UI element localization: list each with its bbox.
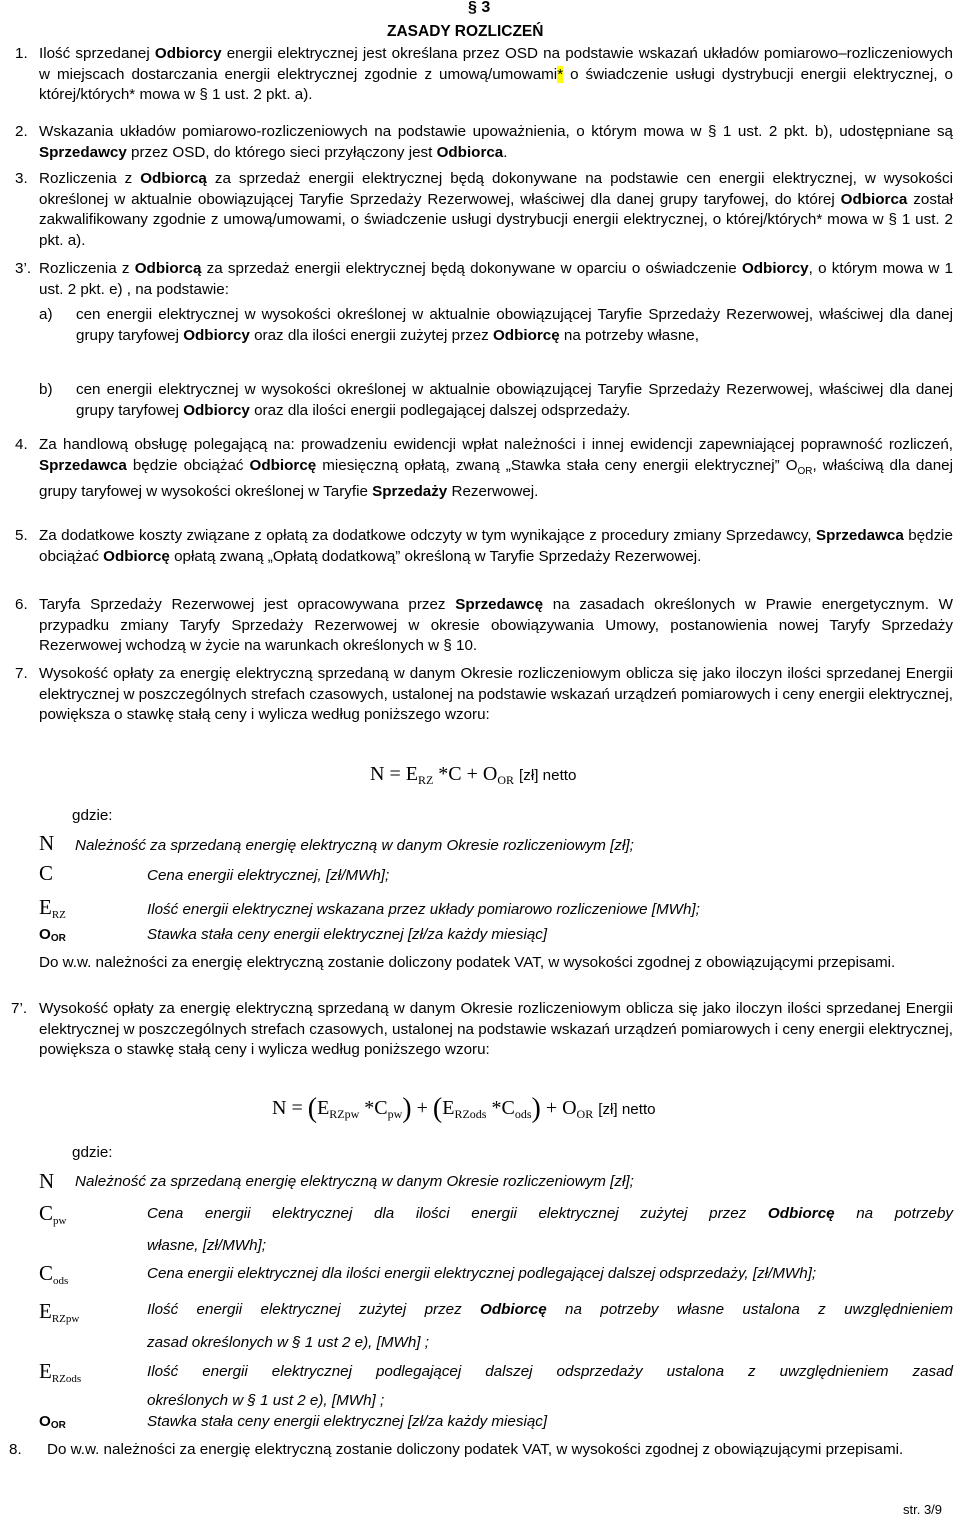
f2-e1-sub: RZpw [329, 1107, 360, 1121]
def2-cpw-text [147, 1204, 953, 1225]
p6-text [39, 595, 953, 657]
p6-b1: Sprzedawcę [455, 596, 544, 613]
p3b-a-t2: oraz dla ilości energii zużytej przez [249, 326, 493, 344]
f2-c1-sub: pw [387, 1107, 403, 1121]
f2-eq: = [291, 1097, 303, 1119]
p3b-b-t2: oraz dla ilości energii podlegającej dalszej odsprzedaży. [249, 401, 631, 419]
p3-t1: Rozliczenia z [39, 170, 141, 187]
p5-b2: Odbiorcę [103, 547, 170, 565]
f2-lp1: ( [307, 1093, 318, 1124]
p5-text [39, 526, 953, 567]
p1-text [39, 44, 953, 106]
p3-t2: za sprzedaż energii elektrycznej będą dokonywane na podstawie cen energii elektrycznej, w wysokości określonej w aktualnie obowiązującej Taryfie Sprzedaży Rezerwowej, właściwej dla danej grupy taryfowej, do której [39, 170, 953, 208]
p4-t1: Za handlową obsługę polegającą na: prowadzeniu ewidencji wpłat należności i innej ewidencji zapewniającej poprawność rozliczeń, [39, 436, 953, 453]
def2-erzods-text-line2: określonych w § 1 ust 2 e), [MWh] ; [147, 1392, 385, 1409]
p4-t3: miesięczną opłatą, zwaną „Stawka stała ceny energii elektrycznej” O [316, 456, 798, 474]
f1-eq: = [389, 763, 401, 785]
p3-b1: Odbiorcą [140, 170, 207, 187]
f1-plus: + [466, 763, 478, 785]
p2-number: 2. [15, 123, 28, 140]
def1-o-symbol: $O_{OR}$ [39, 926, 66, 944]
f2-e1: E [317, 1097, 330, 1119]
p3b-a-t1: cen energii elektrycznej w wysokości określonej w aktualnie obowiązującej Taryfie Sprzedaży Rezerwowej, właściwej dla danej grupy taryfowej [76, 306, 953, 344]
p3-text [39, 169, 953, 251]
f1-e: E [405, 763, 418, 785]
p3-t3: został zakwalifikowany zgodnie z umową/umowami, o świadczenie usługi dystrybucji energii elektrycznej, o której/których* mowa w § 1 ust. 2 pkt. a). [39, 190, 953, 249]
f2-lp2: ( [432, 1093, 443, 1124]
f1-mul: * [438, 763, 449, 785]
p3b-b-text [76, 380, 953, 421]
f1-unit: [zł] netto [519, 767, 577, 784]
f2-c1: C [374, 1097, 388, 1119]
page-number: str. 3/9 [903, 1502, 943, 1517]
def2-erzpw-b1: Odbiorcę [480, 1301, 547, 1318]
p3b-b-b1: Odbiorcy [183, 401, 250, 419]
def2-cods-text: Cena energii elektrycznej dla ilości energii elektrycznej podlegającej dalszej odsprzedaży, [zł/MWh]; [147, 1265, 817, 1282]
p2-t1: Wskazania układów pomiarowo-rozliczeniowych na podstawie upoważnienia, o którym mowa w § 1 ust. 2 pkt. b), udostępniane są [39, 123, 953, 140]
p1-t2: energii elektrycznej jest określana przez OSD na podstawie wskazań układów pomiarowo–rozliczeniowych w miejscach dostarczania energii elektrycznej zgodnie z umową/umowami [39, 45, 954, 83]
def2-erzpw-t1: Ilość energii elektrycznej zużytej przez [147, 1301, 481, 1318]
f2-n: N [272, 1097, 287, 1119]
p4-b3: Sprzedaży [372, 483, 448, 501]
p7b-gdzie: gdzie: [72, 1144, 113, 1161]
f1-n: N [370, 763, 385, 785]
f2-rp2: ) [531, 1093, 541, 1124]
def2-erzods-text: Ilość energii elektrycznej podlegającej dalszej odsprzedaży ustalona z uwzględnieniem zasad [147, 1363, 953, 1380]
f2-mul1: * [364, 1097, 375, 1119]
p3b-number: 3’. [15, 260, 32, 277]
p6-number: 6. [15, 596, 28, 613]
p2-b1: Sprzedawcy [39, 143, 127, 161]
p3b-a-label: a) [39, 306, 53, 323]
p1-b1: Odbiorcy [154, 45, 222, 62]
p4-number: 4. [15, 436, 28, 453]
f2-unit: [zł] netto [598, 1101, 656, 1118]
def2-erzpw-t2: na potrzeby własne ustalona z uwzględnieniem [546, 1301, 953, 1318]
p4-t2: będzie obciążać [126, 456, 250, 474]
p5-b1: Sprzedawca [816, 527, 904, 544]
def2-n-symbol: N [39, 1169, 55, 1193]
p4-sub: OR [797, 465, 813, 477]
f2-e2-sub: RZods [454, 1107, 487, 1121]
def1-e-text: Ilość energii elektrycznej wskazana przez układy pomiarowo rozliczeniowe [MWh]; [147, 901, 700, 918]
p1-t3: o świadczenie usługi dystrybucji energii elektrycznej, o której/których* mowa w § 1 ust. 2 pkt. a). [39, 65, 953, 104]
def1-c-symbol: C [39, 861, 54, 885]
f2-o: O [562, 1097, 577, 1119]
p3b-b-label: b) [39, 381, 53, 398]
p1-t1: Ilość sprzedanej [39, 45, 155, 62]
p7b-text: Wysokość opłaty za energię elektryczną sprzedaną w danym Okresie rozliczeniowym oblicza się jako iloczyn ilości sprzedanej Energii elektrycznej w poszczególnych strefach czasowych, ustalonej na podstawie wskazań urządzeń pomiarowych i ceny energii elektrycznej, powiększa o stawkę stałą ceny i wylicza według poniższego wzoru: [39, 1000, 953, 1059]
p3b-a-t3: na potrzeby własne, [559, 326, 699, 344]
f2-e2: E [442, 1097, 455, 1119]
p2-t3: . [503, 143, 508, 161]
def2-cods-symbol: $C_{ods}$ [39, 1261, 69, 1287]
f2-c2: C [501, 1097, 515, 1119]
p5-number: 5. [15, 527, 28, 544]
p6-t2: na zasadach określonych w Prawie energetycznym. W przypadku zmiany Taryfy Sprzedaży Rezerwowej w okresie obowiązywania Umowy, postanowienia nowej Taryfy Sprzedaży Rezerwowej wchodzą w życie na warunkach określonych w § 10. [39, 596, 953, 655]
p7-text: Wysokość opłaty za energię elektryczną sprzedaną w danym Okresie rozliczeniowym oblicza się jako iloczyn ilości sprzedanej Energii elektrycznej w poszczególnych strefach czasowych, ustalonej na podstawie wskazań urządzeń pomiarowych i ceny energii elektrycznej, powiększa o stawkę stałą ceny i wylicza według poniższego wzoru: [39, 665, 953, 724]
f2-mul2: * [491, 1097, 502, 1119]
f1-o: O [482, 763, 498, 785]
p7b-number: 7’. [11, 1000, 28, 1017]
p2-t2: przez OSD, do którego sieci przyłączony jest [126, 143, 437, 161]
p5-t2: będzie obciążać [39, 527, 953, 565]
p3b-b2: Odbiorcy [741, 260, 809, 277]
p7-gdzie: gdzie: [72, 807, 113, 824]
def1-o-text: Stawka stała ceny energii elektrycznej [zł/za każdy miesiąc] [147, 926, 548, 943]
p3b-b1: Odbiorcą [134, 260, 202, 277]
def2-cpw-t2: na potrzeby [834, 1205, 953, 1222]
def2-cpw-b1: Odbiorcę [767, 1205, 835, 1222]
p4-text [39, 435, 953, 503]
p8-number: 8. [9, 1441, 22, 1458]
p3-b2: Odbiorca [840, 190, 908, 208]
p3b-a-b2: Odbiorcę [492, 326, 560, 344]
p8-text: Do w.w. należności za energię elektryczną zostanie doliczony podatek VAT, w wysokości zgodnej z obowiązującymi przepisami. [47, 1441, 904, 1458]
p1-number: 1. [15, 45, 28, 62]
def1-e-symbol: $E_{RZ}$ [39, 895, 66, 921]
p3b-a-b1: Odbiorcy [183, 326, 250, 344]
def1-n-text: Należność za sprzedaną energię elektryczną w danym Okresie rozliczeniowym [zł]; [75, 837, 634, 854]
p3b-t1: Rozliczenia z [39, 260, 135, 277]
f2-c2-sub: ods [514, 1107, 532, 1121]
p2-b2: Odbiorca [436, 143, 504, 161]
def2-cpw-text-line2: własne, [zł/MWh]; [147, 1237, 266, 1254]
def2-oor-text: Stawka stała ceny energii elektrycznej [zł/za każdy miesiąc] [147, 1413, 548, 1430]
def2-erzpw-symbol: $E_{RZpw}$ [39, 1299, 80, 1325]
p3b-a-text [76, 305, 953, 346]
p7-number: 7. [15, 665, 28, 682]
def2-cpw-symbol: $C_{pw}$ [39, 1201, 67, 1227]
def1-c-text: Cena energii elektrycznej, [zł/MWh]; [147, 867, 390, 884]
p7-vat: Do w.w. należności za energię elektryczną zostanie doliczony podatek VAT, w wysokości zgodnej z obowiązującymi przepisami. [39, 954, 896, 971]
f1-e-sub: RZ [417, 773, 434, 787]
def1-n-symbol: N [39, 831, 55, 855]
p1-star: * [557, 65, 564, 83]
def2-erzpw-text [147, 1300, 953, 1321]
def2-erzods-symbol: $E_{RZods}$ [39, 1359, 82, 1385]
p4-b2: Odbiorcę [249, 456, 317, 474]
p5-t3: opłatą zwaną „Opłatą dodatkową” określoną w Taryfie Sprzedaży Rezerwowej. [169, 547, 702, 565]
p3-number: 3. [15, 170, 28, 187]
p5-t1: Za dodatkowe koszty związane z opłatą za dodatkowe odczyty w tym wynikające z procedury zmiany Sprzedawcy, [39, 527, 817, 544]
p3b-t3: , o którym mowa w 1 ust. 2 pkt. e) , na podstawie: [39, 260, 953, 298]
p7b-formula [272, 1093, 656, 1126]
p3b-text [39, 259, 953, 300]
f1-c: C [448, 763, 462, 785]
def2-erzpw-text-line2: zasad określonych w § 1 ust 2 e), [MWh] ; [147, 1334, 429, 1351]
f2-rp1: ) [402, 1093, 412, 1124]
f2-o-sub: OR [576, 1107, 594, 1121]
p4-t4: , właściwą dla danej grupy taryfowej w wysokości określonej w Taryfie [39, 456, 953, 501]
p3b-t2: za sprzedaż energii elektrycznej będą dokonywane w oparciu o oświadczenie [201, 260, 742, 277]
p4-t5: Rezerwowej. [447, 483, 539, 501]
def2-cpw-t1: Cena energii elektrycznej dla ilości energii elektrycznej zużytej przez [147, 1205, 768, 1222]
def2-n-text: Należność za sprzedaną energię elektryczną w danym Okresie rozliczeniowym [zł]; [75, 1173, 634, 1190]
def2-oor-symbol: $O_{OR}$ [39, 1413, 66, 1431]
f1-o-sub: OR [497, 773, 515, 787]
section-title: ZASADY ROZLICZEŃ [387, 23, 544, 40]
p7-formula [370, 762, 576, 792]
p4-b1: Sprzedawca [39, 456, 127, 474]
f2-plus1: + [416, 1097, 428, 1119]
p6-t1: Taryfa Sprzedaży Rezerwowej jest opracowywana przez [39, 596, 456, 613]
f2-plus2: + [545, 1097, 558, 1119]
p2-text [39, 122, 953, 163]
p3b-b-t1: cen energii elektrycznej w wysokości określonej w aktualnie obowiązującej Taryfie Sprzedaży Rezerwowej, właściwej dla danej grupy taryfowej [76, 381, 953, 419]
section-number: § 3 [468, 0, 491, 16]
